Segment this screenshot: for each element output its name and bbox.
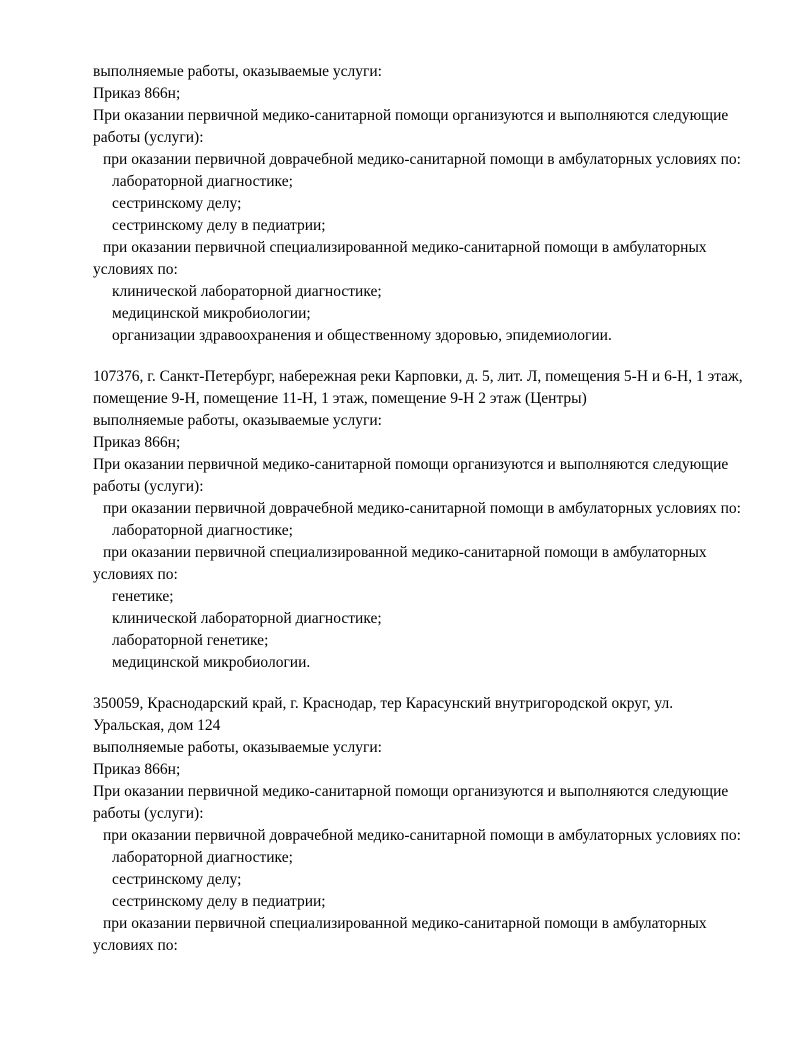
paragraph: Приказ 866н; — [93, 85, 181, 102]
paragraph: при оказании первичной доврачебной медико-санитарной помощи в амбулаторных условиях по: — [103, 151, 741, 168]
license-section-address-krasnodar-uralskaya — [93, 693, 748, 957]
paragraph: клинической лабораторной диагностике; — [112, 610, 382, 627]
paragraph: При оказании первичной медико-санитарной помощи организуются и выполняются следующие работы (услуги): — [93, 107, 729, 146]
paragraph: 107376, г. Санкт-Петербург, набережная реки Карповки, д. 5, лит. Л, помещения 5-Н и 6-Н, 1 этаж, помещение 9-Н, помещение 11-Н, 1 этаж, помещение 9-Н 2 этаж (Центры) — [93, 368, 743, 407]
paragraph: при оказании первичной специализированной медико-санитарной помощи в амбулаторных условиях по: — [93, 915, 707, 954]
paragraph: при оказании первичной специализированной медико-санитарной помощи в амбулаторных условиях по: — [93, 544, 707, 583]
paragraph: лабораторной диагностике; — [112, 173, 293, 190]
paragraph: выполняемые работы, оказываемые услуги: — [93, 63, 382, 80]
paragraph: выполняемые работы, оказываемые услуги: — [93, 739, 382, 756]
paragraph: при оказании первичной специализированной медико-санитарной помощи в амбулаторных условиях по: — [93, 239, 707, 278]
paragraph: Приказ 866н; — [93, 434, 181, 451]
license-section-works-list-continuation — [93, 61, 748, 347]
paragraph: При оказании первичной медико-санитарной помощи организуются и выполняются следующие работы (услуги): — [93, 783, 729, 822]
paragraph: При оказании первичной медико-санитарной помощи организуются и выполняются следующие работы (услуги): — [93, 456, 729, 495]
paragraph: медицинской микробиологии. — [112, 654, 311, 671]
paragraph: сестринскому делу в педиатрии; — [112, 217, 326, 234]
license-works-list — [93, 61, 748, 957]
paragraph: при оказании первичной доврачебной медико-санитарной помощи в амбулаторных условиях по: — [103, 827, 741, 844]
paragraph: организации здравоохранения и общественному здоровью, эпидемиологии. — [112, 327, 612, 344]
paragraph: 350059, Краснодарский край, г. Краснодар, тер Карасунский внутригородской округ, ул. Уральская, дом 124 — [93, 695, 674, 734]
paragraph: сестринскому делу; — [112, 871, 242, 888]
paragraph: генетике; — [112, 588, 174, 605]
paragraph: лабораторной диагностике; — [112, 522, 293, 539]
paragraph: выполняемые работы, оказываемые услуги: — [93, 412, 382, 429]
paragraph: сестринскому делу; — [112, 195, 242, 212]
paragraph: медицинской микробиологии; — [112, 305, 311, 322]
paragraph: лабораторной генетике; — [112, 632, 269, 649]
paragraph: клинической лабораторной диагностике; — [112, 283, 382, 300]
license-section-address-spb-karpovka — [93, 366, 748, 674]
paragraph: Приказ 866н; — [93, 761, 181, 778]
paragraph: лабораторной диагностике; — [112, 849, 293, 866]
paragraph: при оказании первичной доврачебной медико-санитарной помощи в амбулаторных условиях по: — [103, 500, 741, 517]
paragraph: сестринскому делу в педиатрии; — [112, 893, 326, 910]
